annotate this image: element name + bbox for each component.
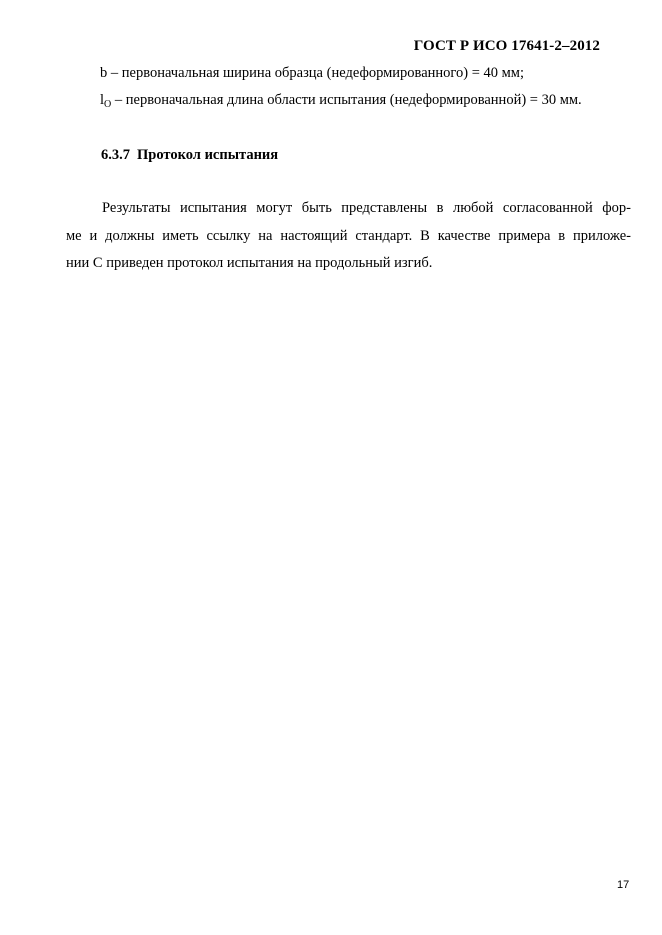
body-paragraph — [66, 195, 631, 278]
definition-length — [100, 93, 582, 110]
document-header — [414, 38, 600, 55]
section-title: Протокол испытания — [137, 147, 279, 163]
definition-text: – первоначальная длина области испытания (недеформированной) = 30 мм. — [111, 92, 582, 108]
definition-width — [100, 66, 524, 81]
definition-symbol: b — [100, 65, 108, 81]
paragraph-line: нии С приведен протокол испытания на продольный изгиб. — [66, 255, 433, 271]
section-number: 6.3.7 — [101, 147, 130, 163]
definition-symbol-subscript: O — [104, 99, 112, 110]
definition-text: – первоначальная ширина образца (недеформированного) = 40 мм; — [107, 65, 525, 81]
document-code: ГОСТ Р ИСО 17641-2–2012 — [413, 38, 600, 54]
paragraph-line: ме и должны иметь ссылку на настоящий стандарт. В качестве примера в приложе- — [66, 227, 631, 244]
definition-symbol: l — [100, 92, 105, 108]
page-number: 17 — [617, 879, 630, 891]
section-heading — [101, 147, 278, 164]
paragraph-line: Результаты испытания могут быть представлены в любой согласованной фор- — [102, 200, 631, 216]
